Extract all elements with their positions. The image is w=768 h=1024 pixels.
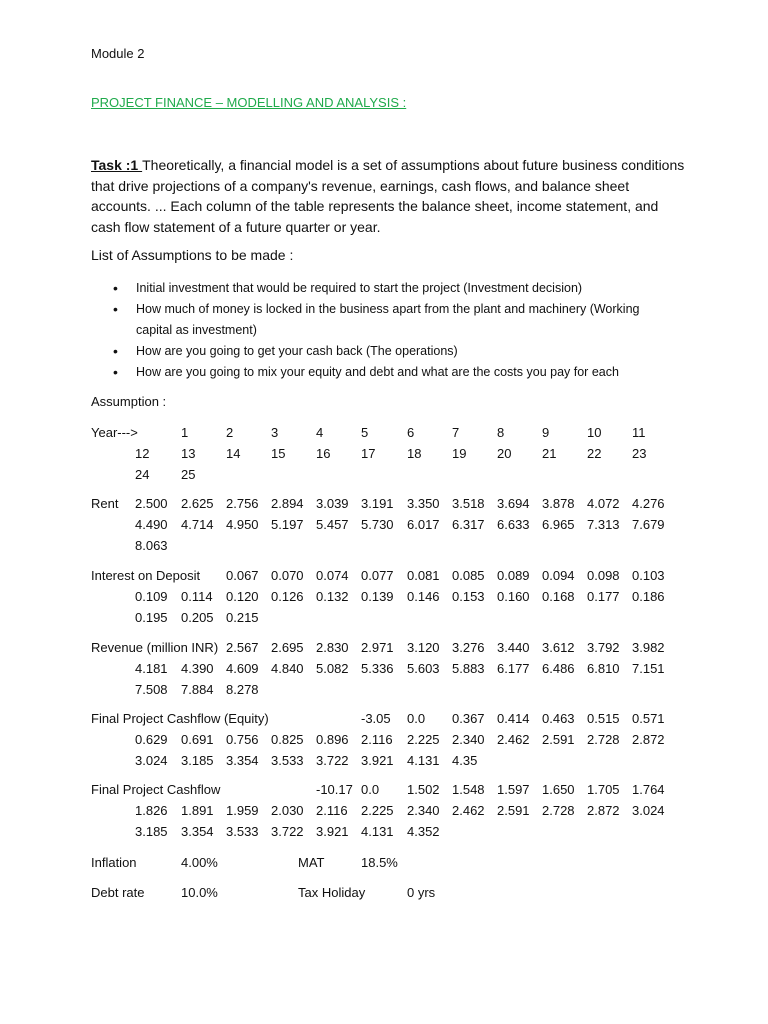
revenue-value: 4.390: [181, 661, 214, 676]
year-value: 1: [181, 425, 189, 440]
equity-cashflow-value: 0.0: [407, 711, 426, 726]
tax-holiday-value: 0 yrs: [407, 885, 436, 900]
equity-cashflow-value: 0.414: [497, 711, 530, 726]
list-item: • How much of money is locked in the business apart from the plant and machinery (Working capital as investment): [113, 299, 673, 341]
interest-value: 0.132: [316, 589, 349, 604]
module-label: Module 2: [91, 46, 145, 61]
rent-value: 3.694: [497, 496, 530, 511]
project-cashflow-value: 3.024: [632, 803, 665, 818]
rent-value: 4.072: [587, 496, 620, 511]
project-cashflow-value: 3.722: [271, 824, 304, 839]
rent-value: 8.063: [135, 538, 168, 553]
interest-value: 0.081: [407, 568, 440, 583]
project-cashflow-value: -10.17: [316, 782, 353, 797]
interest-value: 0.160: [497, 589, 530, 604]
project-cashflow-value: 2.116: [316, 803, 348, 818]
interest-value: 0.077: [361, 568, 394, 583]
revenue-value: 2.567: [226, 640, 259, 655]
equity-cashflow-value: 0.463: [542, 711, 575, 726]
year-value: 7: [452, 425, 460, 440]
interest-value: 0.098: [587, 568, 620, 583]
year-value: 22: [587, 446, 602, 461]
project-cashflow-value: 3.185: [135, 824, 168, 839]
equity-cashflow-value: 4.35: [452, 753, 478, 768]
revenue-value: 3.612: [542, 640, 575, 655]
revenue-value: 3.440: [497, 640, 530, 655]
rent-value: 4.714: [181, 517, 214, 532]
rent-value: 3.518: [452, 496, 485, 511]
year-value: 5: [361, 425, 369, 440]
equity-cashflow-value: 0.367: [452, 711, 485, 726]
rent-value: 3.039: [316, 496, 349, 511]
debt-rate-value: 10.0%: [181, 885, 218, 900]
revenue-value: 5.603: [407, 661, 440, 676]
equity-cashflow-value: 2.728: [587, 732, 620, 747]
revenue-value: 5.082: [316, 661, 349, 676]
equity-cashflow-value: 3.185: [181, 753, 214, 768]
equity-cashflow-value: 0.896: [316, 732, 349, 747]
revenue-label: Revenue (million INR): [91, 640, 219, 655]
revenue-value: 5.336: [361, 661, 394, 676]
revenue-value: 2.971: [361, 640, 394, 655]
interest-value: 0.085: [452, 568, 485, 583]
interest-value: 0.139: [361, 589, 394, 604]
assumptions-list: [113, 278, 673, 383]
equity-cashflow-value: 0.825: [271, 732, 304, 747]
debt-rate-label: Debt rate: [91, 885, 145, 900]
rent-value: 7.679: [632, 517, 665, 532]
project-cashflow-value: 4.131: [361, 824, 394, 839]
interest-value: 0.195: [135, 610, 168, 625]
interest-value: 0.094: [542, 568, 575, 583]
mat-value: 18.5%: [361, 855, 398, 870]
interest-value: 0.089: [497, 568, 530, 583]
tax-holiday-label: Tax Holiday: [298, 885, 366, 900]
project-cashflow-value: 2.030: [271, 803, 304, 818]
project-cashflow-value: 1.826: [135, 803, 168, 818]
interest-label: Interest on Deposit: [91, 568, 201, 583]
project-cashflow-value: 1.650: [542, 782, 575, 797]
page-title: PROJECT FINANCE – MODELLING AND ANALYSIS :: [91, 95, 407, 110]
project-cashflow-value: 3.533: [226, 824, 259, 839]
inflation-label: Inflation: [91, 855, 137, 870]
rent-value: 4.950: [226, 517, 259, 532]
year-value: 25: [181, 467, 196, 482]
inflation-value: 4.00%: [181, 855, 218, 870]
project-cashflow-value: 2.872: [587, 803, 620, 818]
project-cashflow-value: 0.0: [361, 782, 380, 797]
year-value: 9: [542, 425, 550, 440]
rent-value: 5.730: [361, 517, 394, 532]
year-value: 24: [135, 467, 150, 482]
equity-cashflow-value: 3.722: [316, 753, 349, 768]
equity-cashflow-value: 0.691: [181, 732, 214, 747]
rent-value: 6.017: [407, 517, 440, 532]
interest-value: 0.168: [542, 589, 575, 604]
rent-value: 3.191: [361, 496, 394, 511]
project-cashflow-value: 1.548: [452, 782, 485, 797]
project-cashflow-label: Final Project Cashflow: [91, 782, 221, 797]
equity-cashflow-value: 3.533: [271, 753, 304, 768]
year-value: 4: [316, 425, 324, 440]
rent-value: 4.276: [632, 496, 665, 511]
revenue-value: 2.830: [316, 640, 349, 655]
rent-label: Rent: [91, 496, 119, 511]
interest-value: 0.067: [226, 568, 259, 583]
year-value: 14: [226, 446, 241, 461]
year-value: 8: [497, 425, 505, 440]
year-value: 12: [135, 446, 150, 461]
assumption-heading: Assumption :: [91, 394, 167, 409]
year-value: 23: [632, 446, 647, 461]
equity-cashflow-value: 0.629: [135, 732, 168, 747]
project-cashflow-value: 2.591: [497, 803, 530, 818]
revenue-value: 4.181: [135, 661, 168, 676]
interest-value: 0.074: [316, 568, 349, 583]
equity-cashflow-value: 2.340: [452, 732, 485, 747]
interest-value: 0.109: [135, 589, 168, 604]
rent-value: 6.965: [542, 517, 575, 532]
rent-value: 3.350: [407, 496, 440, 511]
equity-cashflow-value: 0.756: [226, 732, 259, 747]
rent-value: 5.197: [271, 517, 304, 532]
equity-cashflow-label: Final Project Cashflow (Equity): [91, 711, 269, 726]
year-value: 15: [271, 446, 286, 461]
rent-value: 2.756: [226, 496, 259, 511]
equity-cashflow-value: 0.515: [587, 711, 620, 726]
revenue-value: 7.151: [632, 661, 665, 676]
interest-value: 0.120: [226, 589, 259, 604]
rent-value: 2.894: [271, 496, 304, 511]
rent-value: 6.633: [497, 517, 530, 532]
interest-value: 0.215: [226, 610, 259, 625]
year-value: 2: [226, 425, 234, 440]
year-value: 18: [407, 446, 422, 461]
list-item: • How are you going to get your cash back (The operations): [113, 341, 673, 362]
interest-value: 0.186: [632, 589, 665, 604]
year-value: 16: [316, 446, 331, 461]
revenue-value: 4.840: [271, 661, 304, 676]
interest-value: 0.153: [452, 589, 485, 604]
equity-cashflow-value: 3.354: [226, 753, 259, 768]
project-cashflow-value: 2.728: [542, 803, 575, 818]
project-cashflow-value: 3.921: [316, 824, 349, 839]
year-value: 21: [542, 446, 557, 461]
year-value: 13: [181, 446, 196, 461]
year-value: 3: [271, 425, 279, 440]
revenue-value: 7.508: [135, 682, 168, 697]
project-cashflow-value: 1.764: [632, 782, 665, 797]
year-value: 6: [407, 425, 415, 440]
list-item: • Initial investment that would be required to start the project (Investment decision): [113, 278, 673, 299]
interest-value: 0.177: [587, 589, 620, 604]
revenue-value: 8.278: [226, 682, 259, 697]
year-value: 19: [452, 446, 467, 461]
revenue-value: 6.810: [587, 661, 620, 676]
revenue-value: 5.883: [452, 661, 485, 676]
revenue-value: 6.177: [497, 661, 530, 676]
project-cashflow-value: 1.959: [226, 803, 259, 818]
year-value: 11: [632, 425, 646, 440]
equity-cashflow-value: 4.131: [407, 753, 440, 768]
rent-value: 6.317: [452, 517, 485, 532]
interest-value: 0.205: [181, 610, 214, 625]
equity-cashflow-value: 0.571: [632, 711, 665, 726]
revenue-value: 3.120: [407, 640, 440, 655]
equity-cashflow-value: 2.591: [542, 732, 575, 747]
assumptions-list-heading: List of Assumptions to be made :: [91, 247, 294, 263]
project-cashflow-value: 1.597: [497, 782, 530, 797]
equity-cashflow-value: 2.872: [632, 732, 665, 747]
rent-value: 3.878: [542, 496, 575, 511]
rent-value: 5.457: [316, 517, 349, 532]
revenue-value: 2.695: [271, 640, 304, 655]
project-cashflow-value: 1.891: [181, 803, 214, 818]
revenue-value: 4.609: [226, 661, 259, 676]
revenue-value: 6.486: [542, 661, 575, 676]
project-cashflow-value: 1.705: [587, 782, 620, 797]
equity-cashflow-value: 3.024: [135, 753, 168, 768]
equity-cashflow-value: -3.05: [361, 711, 391, 726]
list-item: • How are you going to mix your equity and debt and what are the costs you pay for each: [113, 362, 673, 383]
rent-value: 2.625: [181, 496, 214, 511]
rent-value: 7.313: [587, 517, 620, 532]
task-paragraph: [91, 155, 691, 238]
revenue-value: 7.884: [181, 682, 214, 697]
year-label: Year--->: [91, 425, 138, 440]
interest-value: 0.126: [271, 589, 304, 604]
rent-value: 2.500: [135, 496, 168, 511]
project-cashflow-value: 4.352: [407, 824, 440, 839]
task-label: Task :1: [91, 157, 143, 173]
equity-cashflow-value: 2.462: [497, 732, 530, 747]
interest-value: 0.070: [271, 568, 304, 583]
task-text: Theoretically, a financial model is a set of assumptions about future business conditions that drive projections of a company's revenue, earnings, cash flows, and balance sheet accounts. ... Each column of the table represents the balance sheet, income statement, and cash flow statement of a future quarter or year.: [91, 157, 685, 236]
interest-value: 0.114: [181, 589, 213, 604]
project-cashflow-value: 2.225: [361, 803, 394, 818]
year-value: 17: [361, 446, 376, 461]
revenue-value: 3.276: [452, 640, 485, 655]
year-value: 10: [587, 425, 602, 440]
project-cashflow-value: 1.502: [407, 782, 440, 797]
interest-value: 0.103: [632, 568, 665, 583]
year-value: 20: [497, 446, 512, 461]
equity-cashflow-value: 2.116: [361, 732, 393, 747]
interest-value: 0.146: [407, 589, 440, 604]
revenue-value: 3.982: [632, 640, 665, 655]
equity-cashflow-value: 3.921: [361, 753, 394, 768]
rent-value: 4.490: [135, 517, 168, 532]
project-cashflow-value: 2.340: [407, 803, 440, 818]
project-cashflow-value: 3.354: [181, 824, 214, 839]
mat-label: MAT: [298, 855, 325, 870]
project-cashflow-value: 2.462: [452, 803, 485, 818]
equity-cashflow-value: 2.225: [407, 732, 440, 747]
revenue-value: 3.792: [587, 640, 620, 655]
